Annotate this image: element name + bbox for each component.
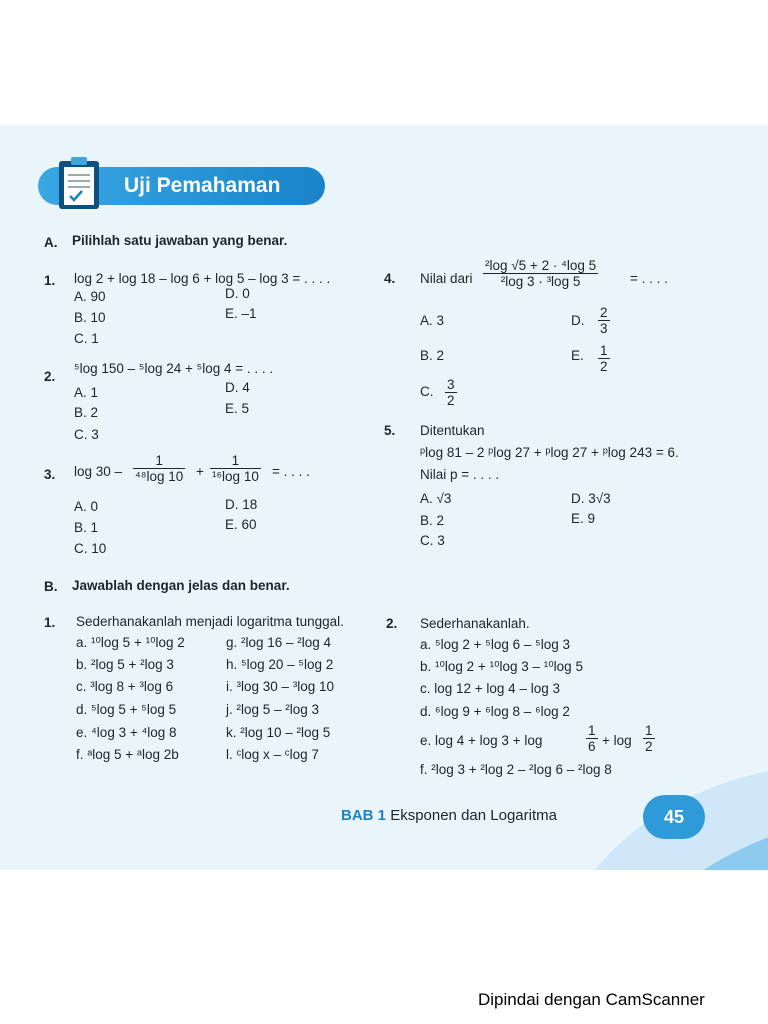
option: C. — [420, 384, 434, 399]
list-item: g. ²log 16 – ²log 4 — [226, 635, 332, 650]
header-title: Uji Pemahaman — [124, 174, 281, 197]
option: B. 1 — [74, 520, 99, 535]
option: C. 10 — [74, 541, 107, 556]
option: A. 0 — [74, 499, 99, 514]
question-text: Nilai p = . . . . — [420, 467, 500, 482]
option: E. –1 — [225, 306, 257, 321]
option: C. 3 — [74, 427, 99, 442]
list-item: d. ⁵log 5 + ⁵log 5 — [76, 702, 177, 717]
option: D. 4 — [225, 380, 250, 395]
fraction: $\frac{1}{\text{⁴⁸log 10}}$ — [135, 453, 184, 484]
option: D. 18 — [225, 497, 258, 512]
option: A. 1 — [74, 385, 99, 400]
question-text: Nilai dari — [420, 271, 473, 286]
chapter-footer — [341, 807, 557, 824]
option: D. 0 — [225, 286, 250, 301]
clipboard-icon — [56, 155, 102, 211]
fraction: $\frac{3}{2}$ — [447, 377, 455, 408]
question-text: ⁵log 150 – ⁵log 24 + ⁵log 4 = . . . . — [74, 361, 274, 376]
option: C. 1 — [74, 331, 99, 346]
question-suffix: = . . . . — [272, 464, 310, 479]
fraction: $\frac{2}{3}$ — [600, 305, 608, 336]
question-number: 5. — [384, 423, 396, 438]
fraction: $\frac{1}{6}$ — [588, 723, 596, 754]
question-text: Sederhanakanlah. — [420, 616, 530, 631]
question-text: log 30 – — [74, 464, 123, 479]
book-page — [0, 125, 768, 870]
chapter-number: BAB 1 — [341, 807, 387, 824]
list-item: j. ²log 5 – ²log 3 — [226, 702, 320, 717]
option: D. — [571, 313, 585, 328]
chapter-title: Eksponen dan Logaritma — [390, 807, 557, 824]
section-a-instruction: Pilihlah satu jawaban yang benar. — [72, 233, 288, 248]
question-number: 4. — [384, 271, 396, 286]
option: A. 90 — [74, 289, 106, 304]
option: E. — [571, 348, 584, 363]
option: E. 5 — [225, 401, 250, 416]
section-b-instruction: Jawablah dengan jelas dan benar. — [72, 578, 290, 593]
fraction: $\frac{1}{2}$ — [645, 723, 653, 754]
list-item: i. ³log 30 – ³log 10 — [226, 679, 335, 694]
question-number: 2. — [386, 616, 398, 631]
operator: + log — [602, 733, 632, 748]
list-item: h. ⁵log 20 – ⁵log 2 — [226, 657, 334, 672]
section-b-letter: B. — [44, 579, 58, 594]
list-item: e. log 4 + log 3 + log — [420, 733, 543, 748]
list-item: b. ¹⁰log 2 + ¹⁰log 3 – ¹⁰log 5 — [420, 659, 583, 674]
fraction: $\frac{\text{²log √5 + 2 · ⁴log 5}}{\text{²log 3 · ³log 5}}$ — [485, 258, 597, 289]
question-number: 2. — [44, 369, 56, 384]
question-number: 1. — [44, 273, 56, 288]
fraction: $\frac{1}{2}$ — [600, 343, 608, 374]
list-item: a. ¹⁰log 5 + ¹⁰log 2 — [76, 635, 185, 650]
question-number: 3. — [44, 467, 56, 482]
scanner-watermark: Dipindai dengan CamScanner — [478, 990, 705, 1009]
list-item: k. ²log 10 – ²log 5 — [226, 725, 331, 740]
list-item: c. log 12 + log 4 – log 3 — [420, 681, 560, 696]
question-text: ᵖlog 81 – 2 ᵖlog 27 + ᵖlog 27 + ᵖlog 243 = 6. — [420, 445, 679, 460]
question-text: Sederhanakanlah menjadi logaritma tunggal. — [76, 614, 344, 629]
option: B. 2 — [74, 405, 99, 420]
page-number: 45 — [643, 795, 705, 839]
list-item: f. ²log 3 + ²log 2 – ²log 6 – ²log 8 — [420, 762, 612, 777]
option: E. 60 — [225, 517, 257, 532]
option: A. √3 — [420, 491, 452, 506]
option: A. 3 — [420, 313, 445, 328]
option: B. 2 — [420, 513, 445, 528]
question-text: Ditentukan — [420, 423, 485, 438]
option: B. 2 — [420, 348, 445, 363]
question-number: 1. — [44, 615, 56, 630]
list-item: l. ᶜlog x – ᶜlog 7 — [226, 747, 319, 762]
list-item: d. ⁶log 9 + ⁶log 8 – ⁶log 2 — [420, 704, 570, 719]
option: C. 3 — [420, 533, 445, 548]
option: D. 3√3 — [571, 491, 611, 506]
option: B. 10 — [74, 310, 106, 325]
fraction: $\frac{1}{\text{¹⁶log 10}}$ — [212, 453, 259, 484]
list-item: f. ᵃlog 5 + ᵃlog 2b — [76, 747, 179, 762]
list-item: a. ⁵log 2 + ⁵log 6 – ⁵log 3 — [420, 637, 571, 652]
question-text: log 2 + log 18 – log 6 + log 5 – log 3 = . . . . — [74, 271, 331, 286]
option: E. 9 — [571, 511, 596, 526]
list-item: b. ²log 5 + ²log 3 — [76, 657, 174, 672]
list-item: e. ⁴log 3 + ⁴log 8 — [76, 725, 177, 740]
operator: + — [196, 464, 204, 479]
question-suffix: = . . . . — [630, 271, 668, 286]
section-a-letter: A. — [44, 235, 58, 250]
list-item: c. ³log 8 + ³log 6 — [76, 679, 174, 694]
